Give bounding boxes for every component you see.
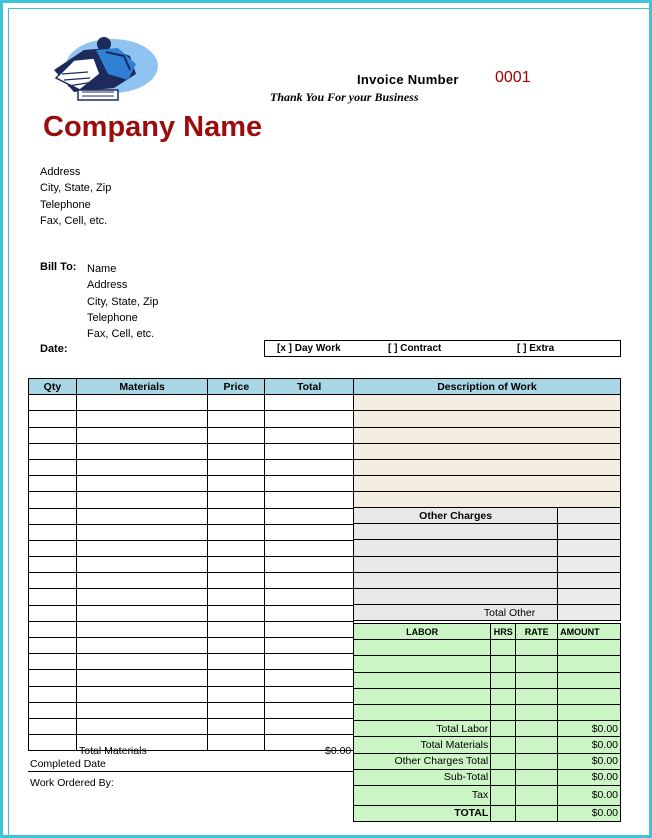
qty-cell[interactable] [29, 476, 77, 492]
total-cell[interactable] [265, 605, 354, 621]
total-cell[interactable] [265, 557, 354, 573]
other-charges-row [354, 556, 621, 572]
total-cell[interactable] [265, 395, 354, 411]
contract-checkbox[interactable]: [ ] Contract [388, 343, 442, 354]
description-cell[interactable] [354, 427, 621, 443]
summary-row [354, 785, 621, 805]
labor-desc-cell[interactable] [354, 672, 491, 688]
total-header: Total [265, 379, 354, 395]
qty-cell[interactable] [29, 670, 77, 686]
other-charges-amount-cell[interactable] [558, 508, 621, 524]
labor-rate-cell[interactable] [516, 704, 558, 720]
description-row [354, 459, 621, 475]
labor-row [354, 704, 621, 720]
materials-row [29, 573, 354, 589]
summary-value[interactable]: $0.00 [558, 769, 621, 785]
summary-rate-cell [516, 753, 558, 769]
summary-value[interactable]: $0.00 [558, 805, 621, 821]
price-cell[interactable] [208, 508, 265, 524]
summary-hrs-cell [491, 785, 516, 805]
summary-rate-cell [516, 785, 558, 805]
completed-date-label: Completed Date [30, 758, 106, 770]
labor-row [354, 672, 621, 688]
total-cell[interactable] [265, 459, 354, 475]
qty-cell[interactable] [29, 492, 77, 508]
qty-cell[interactable] [29, 524, 77, 540]
qty-cell[interactable] [29, 686, 77, 702]
materials-cell[interactable] [76, 557, 208, 573]
company-city-line[interactable]: City, State, Zip [40, 182, 112, 195]
thank-you-note: Thank You For your Business [270, 90, 419, 104]
materials-row [29, 443, 354, 459]
materials-row [29, 427, 354, 443]
materials-cell[interactable] [76, 621, 208, 637]
other-charges-row [354, 524, 621, 540]
description-row [354, 492, 621, 508]
description-table [353, 378, 621, 509]
total-cell[interactable] [265, 524, 354, 540]
materials-cell[interactable] [76, 395, 208, 411]
bill-to-city[interactable]: City, State, Zip [87, 295, 159, 308]
qty-cell[interactable] [29, 638, 77, 654]
total-cell[interactable] [265, 411, 354, 427]
materials-cell[interactable] [76, 508, 208, 524]
materials-cell[interactable] [76, 702, 208, 718]
other-charges-row [354, 540, 621, 556]
other-charge-cell[interactable] [354, 556, 558, 572]
description-row [354, 411, 621, 427]
price-cell[interactable] [208, 735, 265, 751]
price-cell[interactable] [208, 686, 265, 702]
labor-rate-cell[interactable] [516, 640, 558, 656]
bill-to-label: Bill To: [40, 261, 77, 273]
summary-label: Tax [354, 785, 491, 805]
other-charge-cell[interactable] [354, 524, 558, 540]
description-header: Description of Work [354, 379, 621, 395]
price-cell[interactable] [208, 573, 265, 589]
other-charges-row [354, 572, 621, 588]
bill-to-fax[interactable]: Fax, Cell, etc. [87, 328, 155, 341]
invoice-number-label: Invoice Number [357, 72, 459, 87]
description-cell[interactable] [354, 459, 621, 475]
materials-cell[interactable] [76, 670, 208, 686]
materials-cell[interactable] [76, 540, 208, 556]
other-charge-amount-cell[interactable] [558, 556, 621, 572]
materials-cell[interactable] [76, 654, 208, 670]
price-cell[interactable] [208, 395, 265, 411]
materials-cell[interactable] [76, 589, 208, 605]
summary-value[interactable]: $0.00 [558, 737, 621, 753]
summary-hrs-cell [491, 769, 516, 785]
price-header: Price [208, 379, 265, 395]
work-ordered-by-label: Work Ordered By: [30, 777, 114, 789]
materials-row [29, 654, 354, 670]
total-cell[interactable] [265, 540, 354, 556]
materials-row [29, 540, 354, 556]
company-address-line[interactable]: Address [40, 166, 81, 178]
labor-desc-cell[interactable] [354, 640, 491, 656]
materials-cell[interactable] [76, 427, 208, 443]
total-cell[interactable] [265, 718, 354, 734]
materials-row [29, 702, 354, 718]
qty-cell[interactable] [29, 443, 77, 459]
materials-row [29, 621, 354, 637]
bill-to-block [87, 261, 158, 342]
materials-cell[interactable] [76, 524, 208, 540]
description-cell[interactable] [354, 443, 621, 459]
materials-cell[interactable] [76, 638, 208, 654]
other-charges-row [354, 588, 621, 604]
materials-row [29, 557, 354, 573]
labor-desc-cell[interactable] [354, 656, 491, 672]
description-cell[interactable] [354, 411, 621, 427]
materials-row [29, 735, 354, 751]
price-cell[interactable] [208, 443, 265, 459]
materials-row [29, 476, 354, 492]
materials-cell[interactable] [76, 459, 208, 475]
materials-row [29, 524, 354, 540]
qty-cell[interactable] [29, 508, 77, 524]
materials-header: Materials [76, 379, 208, 395]
summary-rate-cell [516, 805, 558, 821]
summary-rate-cell [516, 721, 558, 737]
other-charge-cell[interactable] [354, 588, 558, 604]
labor-amount-cell[interactable] [558, 704, 621, 720]
extra-checkbox[interactable]: [ ] Extra [517, 343, 555, 354]
labor-desc-cell[interactable] [354, 688, 491, 704]
labor-rate-cell[interactable] [516, 656, 558, 672]
description-row [354, 476, 621, 492]
qty-cell[interactable] [29, 427, 77, 443]
price-cell[interactable] [208, 540, 265, 556]
price-cell[interactable] [208, 718, 265, 734]
description-cell[interactable] [354, 476, 621, 492]
summary-hrs-cell [491, 805, 516, 821]
materials-row [29, 395, 354, 411]
materials-cell[interactable] [76, 492, 208, 508]
other-charge-amount-cell[interactable] [558, 572, 621, 588]
other-charge-cell[interactable] [354, 572, 558, 588]
summary-row [354, 769, 621, 785]
materials-row [29, 459, 354, 475]
company-address-block [40, 164, 111, 229]
materials-row [29, 492, 354, 508]
materials-cell[interactable] [76, 476, 208, 492]
qty-cell[interactable] [29, 540, 77, 556]
invoice-number-value[interactable]: 0001 [495, 69, 531, 86]
materials-row [29, 605, 354, 621]
qty-cell[interactable] [29, 654, 77, 670]
summary-label: Sub-Total [354, 769, 491, 785]
qty-cell[interactable] [29, 589, 77, 605]
summary-hrs-cell [491, 721, 516, 737]
company-name[interactable]: Company Name [43, 111, 263, 143]
qty-cell[interactable] [29, 718, 77, 734]
labor-header: LABOR [354, 624, 491, 640]
materials-row [29, 638, 354, 654]
labor-hrs-cell[interactable] [491, 640, 516, 656]
labor-desc-cell[interactable] [354, 704, 491, 720]
summary-rate-cell [516, 737, 558, 753]
total-cell[interactable] [265, 476, 354, 492]
bill-to-address[interactable]: Address [87, 279, 128, 292]
summary-value[interactable]: $0.00 [558, 753, 621, 769]
labor-hrs-cell[interactable] [491, 704, 516, 720]
total-cell[interactable] [265, 654, 354, 670]
materials-row [29, 508, 354, 524]
materials-cell[interactable] [76, 411, 208, 427]
summary-value[interactable]: $0.00 [558, 785, 621, 805]
labor-rate-cell[interactable] [516, 688, 558, 704]
other-charge-cell[interactable] [354, 540, 558, 556]
bill-to-telephone[interactable]: Telephone [87, 311, 138, 324]
company-fax-line[interactable]: Fax, Cell, etc. [40, 214, 108, 227]
summary-row [354, 737, 621, 753]
description-row [354, 443, 621, 459]
rate-header: RATE [516, 624, 558, 640]
summary-hrs-cell [491, 737, 516, 753]
qty-cell[interactable] [29, 735, 77, 751]
qty-cell[interactable] [29, 411, 77, 427]
qty-cell[interactable] [29, 395, 77, 411]
qty-cell[interactable] [29, 557, 77, 573]
description-cell[interactable] [354, 395, 621, 411]
mechanic-working-on-car-icon [44, 30, 160, 108]
labor-table [353, 623, 621, 822]
price-cell[interactable] [208, 589, 265, 605]
total-cell[interactable] [265, 443, 354, 459]
summary-row [354, 753, 621, 769]
work-type-box [264, 340, 621, 357]
labor-row [354, 640, 621, 656]
summary-label: Other Charges Total [354, 753, 491, 769]
summary-label: TOTAL [354, 805, 491, 821]
price-cell[interactable] [208, 638, 265, 654]
materials-row [29, 686, 354, 702]
price-cell[interactable] [208, 459, 265, 475]
other-charges-table [353, 507, 621, 621]
summary-row [354, 805, 621, 821]
labor-amount-cell[interactable] [558, 640, 621, 656]
price-cell[interactable] [208, 670, 265, 686]
other-charge-amount-cell[interactable] [558, 588, 621, 604]
total-cell[interactable] [265, 573, 354, 589]
other-charge-amount-cell[interactable] [558, 540, 621, 556]
price-cell[interactable] [208, 411, 265, 427]
total-materials-label: Total Materials [79, 745, 147, 757]
qty-header: Qty [29, 379, 77, 395]
other-charge-amount-cell[interactable] [558, 524, 621, 540]
description-cell[interactable] [354, 492, 621, 508]
total-materials-value[interactable]: $0.00 [325, 745, 352, 757]
total-cell[interactable] [265, 686, 354, 702]
materials-cell[interactable] [76, 443, 208, 459]
labor-hrs-cell[interactable] [491, 688, 516, 704]
materials-row [29, 411, 354, 427]
labor-hrs-cell[interactable] [491, 672, 516, 688]
summary-label: Total Materials [354, 737, 491, 753]
total-cell[interactable] [265, 508, 354, 524]
total-cell[interactable] [265, 670, 354, 686]
amount-header: AMOUNT [558, 624, 621, 640]
company-telephone-line[interactable]: Telephone [40, 198, 91, 211]
total-cell[interactable] [265, 638, 354, 654]
total-cell[interactable] [265, 492, 354, 508]
description-row [354, 427, 621, 443]
price-cell[interactable] [208, 605, 265, 621]
qty-cell[interactable] [29, 702, 77, 718]
summary-row [354, 721, 621, 737]
price-cell[interactable] [208, 427, 265, 443]
price-cell[interactable] [208, 654, 265, 670]
qty-cell[interactable] [29, 459, 77, 475]
materials-table [28, 378, 354, 751]
materials-row [29, 670, 354, 686]
total-cell[interactable] [265, 589, 354, 605]
labor-rate-cell[interactable] [516, 672, 558, 688]
labor-hrs-cell[interactable] [491, 656, 516, 672]
total-other-label: Total Other [354, 605, 558, 621]
price-cell[interactable] [208, 702, 265, 718]
qty-cell[interactable] [29, 621, 77, 637]
description-row [354, 395, 621, 411]
price-cell[interactable] [208, 476, 265, 492]
materials-cell[interactable] [76, 573, 208, 589]
materials-cell[interactable] [76, 686, 208, 702]
summary-label: Total Labor [354, 721, 491, 737]
date-label: Date: [40, 343, 68, 355]
bill-to-name[interactable]: Name [87, 263, 117, 275]
summary-hrs-cell [491, 753, 516, 769]
summary-rate-cell [516, 769, 558, 785]
labor-amount-cell[interactable] [558, 688, 621, 704]
day-work-checkbox[interactable]: [x ] Day Work [277, 343, 341, 354]
materials-row [29, 589, 354, 605]
total-cell[interactable] [265, 702, 354, 718]
completed-date-line [28, 771, 354, 772]
price-cell[interactable] [208, 557, 265, 573]
labor-row [354, 688, 621, 704]
qty-cell[interactable] [29, 573, 77, 589]
price-cell[interactable] [208, 524, 265, 540]
total-cell[interactable] [265, 621, 354, 637]
qty-cell[interactable] [29, 605, 77, 621]
materials-cell[interactable] [76, 605, 208, 621]
labor-amount-cell[interactable] [558, 672, 621, 688]
total-cell[interactable] [265, 427, 354, 443]
hrs-header: HRS [491, 624, 516, 640]
labor-amount-cell[interactable] [558, 656, 621, 672]
price-cell[interactable] [208, 492, 265, 508]
materials-cell[interactable] [76, 718, 208, 734]
summary-value[interactable]: $0.00 [558, 721, 621, 737]
total-other-value[interactable] [558, 605, 621, 621]
materials-row [29, 718, 354, 734]
price-cell[interactable] [208, 621, 265, 637]
other-charges-header: Other Charges [354, 508, 558, 524]
labor-row [354, 656, 621, 672]
